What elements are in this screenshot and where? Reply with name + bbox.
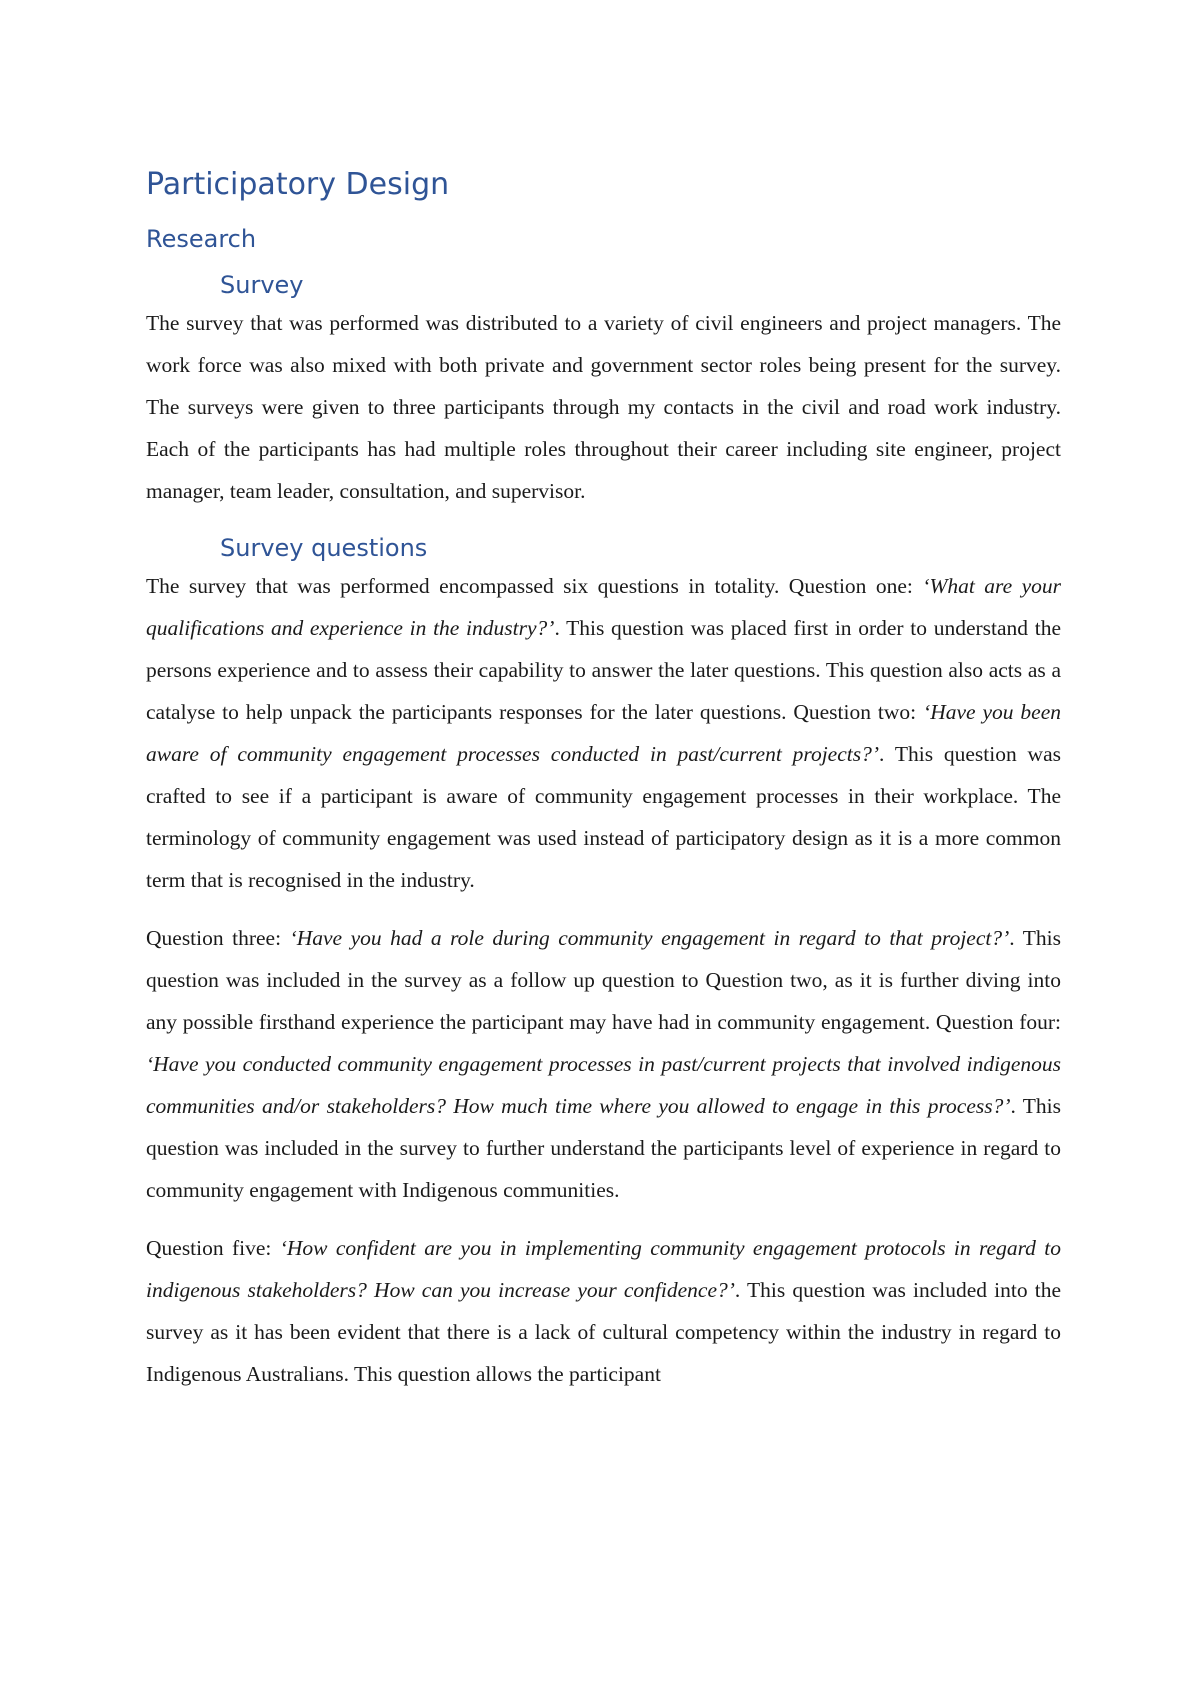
questions-p3-text-1: Question five:	[146, 1236, 280, 1260]
questions-p3-text-2: . This question was included into the survey as it has been evident that there is a lack of cultural competency within the industry in regard to Indigenous Australians. This question allows the participant	[146, 1278, 1061, 1386]
survey-paragraph: The survey that was performed was distributed to a variety of civil engineers and project managers. The work force was also mixed with both private and government sector roles being present for the survey. The surveys were given to three participants through my contacts in the civil and road work industry. Each of the participants has had multiple roles throughout their career including site engineer, project manager, team leader, consultation, and supervisor.	[146, 311, 1061, 503]
question-two-quote: ‘Have you been aware of community engagement processes conducted in past/current projects?’	[146, 700, 1062, 766]
question-three-quote: ‘Have you had a role during community engagement in regard to that project?’	[289, 926, 1010, 950]
subsection-heading-survey-questions: Survey questions	[220, 534, 428, 562]
document-body	[146, 165, 1061, 1395]
question-five-quote: ‘How confident are you in implementing community engagement protocols in regard to indigenous stakeholders? How can you increase your confidence?’	[146, 1236, 1061, 1302]
subsection-heading-survey: Survey	[220, 271, 304, 299]
questions-p1-text-2: . This question was placed first in order to understand the persons experience and to assess their capability to answer the later questions. This question also acts as a catalyse to help unpack the participants responses for the later questions. Question two:	[146, 616, 1061, 724]
document-title: Participatory Design	[146, 167, 450, 202]
questions-p1-text-1: The survey that was performed encompassed six questions in totality. Question one:	[146, 574, 923, 598]
section-heading-research: Research	[146, 225, 257, 253]
question-four-quote: ‘Have you conducted community engagement processes in past/current projects that involved indigenous communities and/or stakeholders? How much time where you allowed to engage in this process?’	[146, 1052, 1061, 1118]
questions-p1-text-3: . This question was crafted to see if a participant is aware of community engagement processes in their workplace. The terminology of community engagement was used instead of participatory design as it is a more common term that is recognised in the industry.	[146, 742, 1061, 892]
questions-p2-text-1: Question three:	[146, 926, 290, 950]
questions-paragraph-1	[146, 565, 1061, 901]
questions-paragraph-3	[146, 1227, 1061, 1395]
questions-p2-text-2: . This question was included in the survey as a follow up question to Question two, as it is further diving into any possible firsthand experience the participant may have had in community engagement. Question four:	[146, 926, 1061, 1034]
questions-p2-text-3: . This question was included in the survey to further understand the participants level of experience in regard to community engagement with Indigenous communities.	[146, 1094, 1062, 1202]
question-one-quote: ‘What are your qualifications and experience in the industry?’	[146, 574, 1061, 640]
questions-paragraph-2	[146, 917, 1061, 1211]
